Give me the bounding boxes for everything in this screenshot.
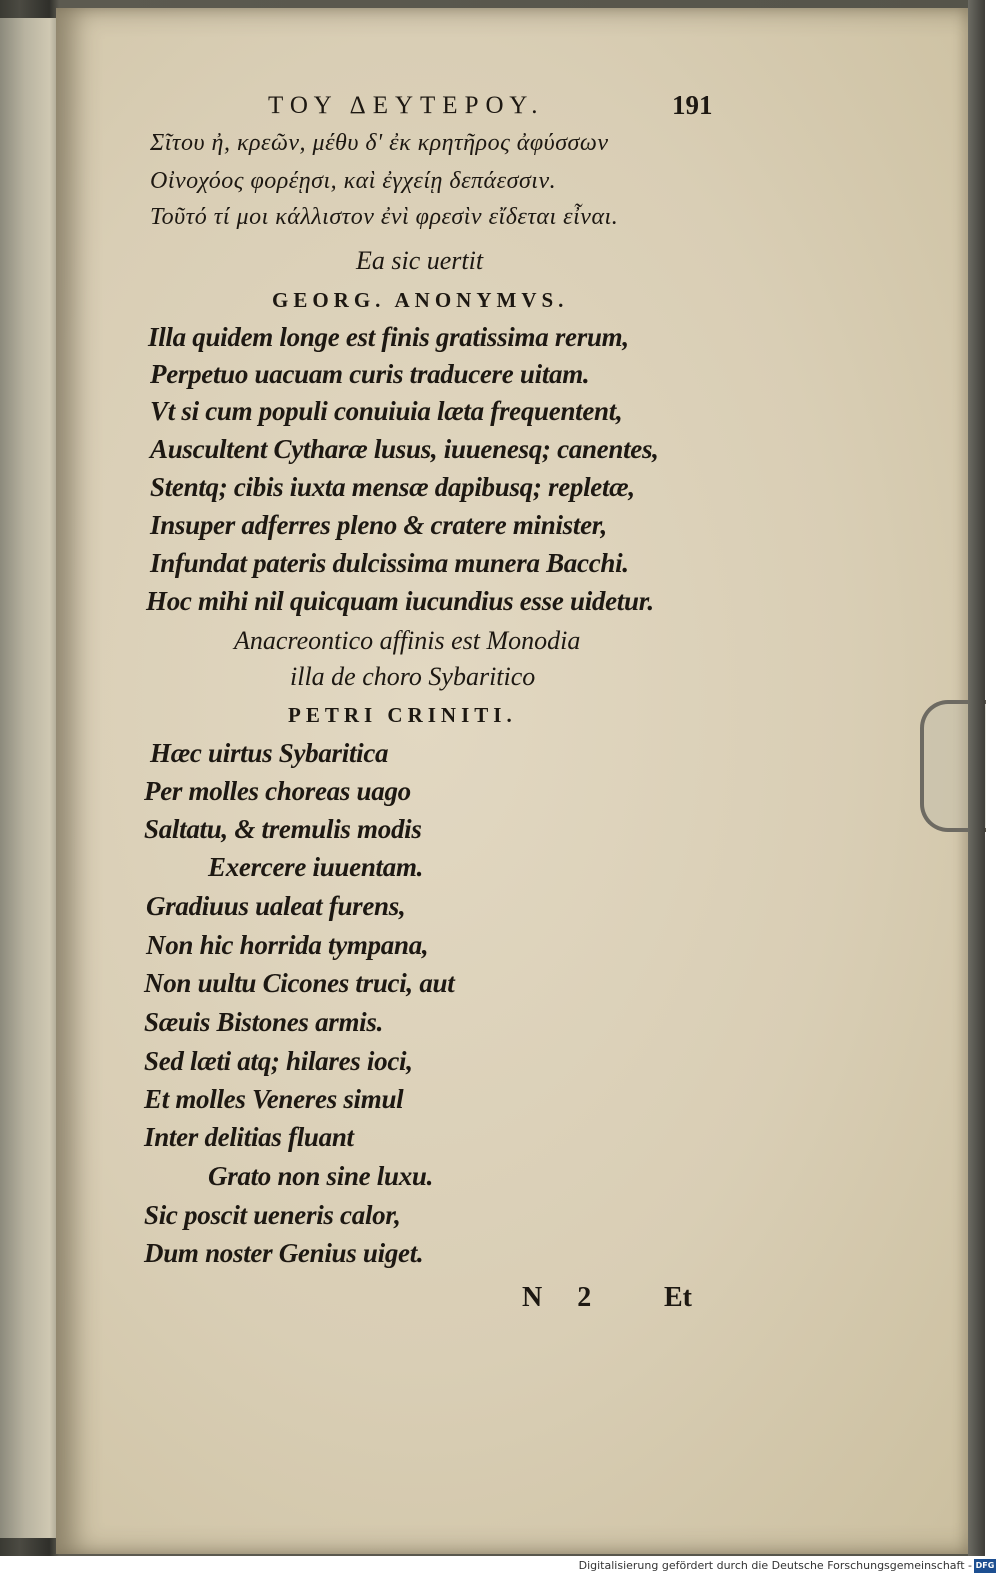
author-heading: PETRI CRINITI. <box>288 703 517 727</box>
funding-credit: Digitalisierung gefördert durch die Deutsche Forschungsgemeinschaft - <box>578 1559 972 1572</box>
verse-line: Hæc uirtus Sybaritica <box>150 738 389 768</box>
verse-line: Dum noster Genius uiget. <box>144 1238 424 1268</box>
verse-line: Hoc mihi nil quicquam iucundius esse uidetur. <box>146 586 654 616</box>
verse-line: Exercere iuuentam. <box>208 852 424 882</box>
verse-line: Insuper adferres pleno & cratere minister, <box>150 510 607 540</box>
verse-line: Vt si cum populi conuiuia læta frequentent, <box>150 396 623 426</box>
verse-line: Non hic horrida tympana, <box>146 930 429 960</box>
verse-line: Inter delitias fluant <box>144 1122 354 1152</box>
author-heading: GEORG. ANONYMVS. <box>272 288 569 312</box>
note-line: illa de choro Sybaritico <box>290 662 536 691</box>
verse-line: Perpetuo uacuam curis traducere uitam. <box>150 359 590 389</box>
verse-line: Sæuis Bistones armis. <box>144 1007 384 1037</box>
greek-line: Τοῦτό τί μοι κάλλιστον ἐνὶ φρεσὶν εἴδεται εἶναι. <box>150 204 619 230</box>
verse-line: Illa quidem longe est finis gratissima rerum, <box>148 322 629 352</box>
catchword: Et <box>664 1282 692 1313</box>
page-number: 191 <box>672 90 713 120</box>
verse-line: Stentq; cibis iuxta mensæ dapibusq; repletæ, <box>150 472 635 502</box>
sic-uertit-heading: Ea sic uertit <box>356 246 484 275</box>
signature-mark: N 2 <box>522 1282 606 1313</box>
note-line: Anacreontico affinis est Monodia <box>234 626 581 655</box>
greek-line: Σῖτου ἠ, κρεῶν, μέθυ δ' ἐκ κρητῆρος ἀφύσσων <box>150 130 609 156</box>
greek-line: Οἰνοχόος φορέῃσι, καὶ ἐγχείῃ δεπάεσσιν. <box>150 168 557 194</box>
running-head: ΤΟΥ ΔΕΥΤΕΡΟΥ. <box>268 92 545 119</box>
verse-line: Per molles choreas uago <box>144 776 411 806</box>
verse-line: Non uultu Cicones truci, aut <box>144 968 455 998</box>
verse-line: Sed læti atq; hilares ioci, <box>144 1046 413 1076</box>
verse-line: Infundat pateris dulcissima munera Bacchi. <box>150 548 629 578</box>
dfg-logo-icon: DFG <box>974 1559 996 1573</box>
verse-line: Sic poscit ueneris calor, <box>144 1200 401 1230</box>
verse-line: Auscultent Cytharæ lusus, iuuenesq; canentes, <box>150 434 659 464</box>
verse-line: Gradiuus ualeat furens, <box>146 891 406 921</box>
verse-line: Grato non sine luxu. <box>208 1161 434 1191</box>
verse-line: Saltatu, & tremulis modis <box>144 814 422 844</box>
verse-line: Et molles Veneres simul <box>144 1084 404 1114</box>
footer-bar <box>0 1556 1000 1577</box>
